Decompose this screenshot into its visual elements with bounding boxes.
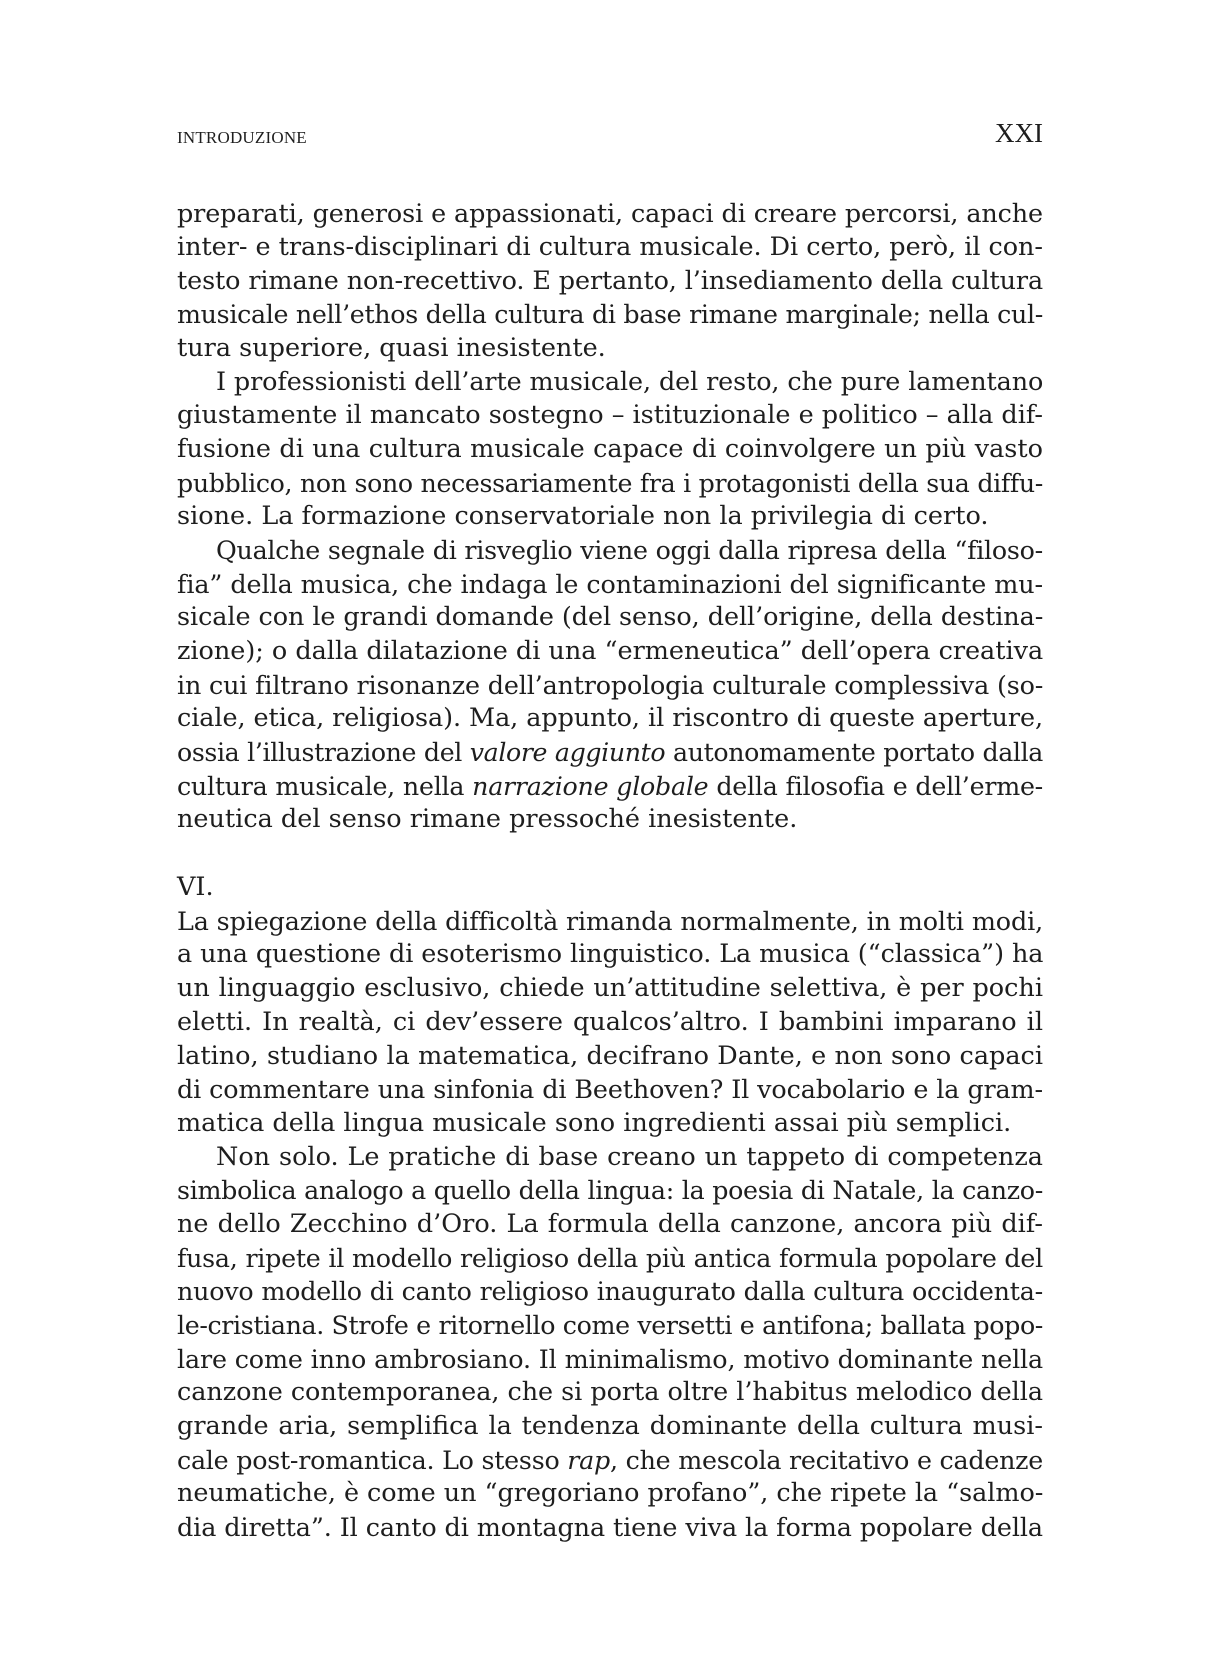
text-line: zione); o dalla dilatazione di una “ermeneutica” dell’opera creativa [177,635,1044,666]
italic-phrase: narrazione globale [472,770,709,801]
text-run: autonomamente portato dalla [665,738,1043,767]
text-line: grande aria, semplifica la tendenza dominante della cultura musi- [177,1411,1043,1442]
text-line: I professionisti dell’arte musicale, del resto, che pure lamentano [216,366,1044,397]
text-line [177,1444,1043,1478]
text-line: neutica del senso rimane pressoché inesistente. [177,804,798,835]
text-line: Non solo. Le pratiche di base creano un tappeto di competenza [216,1141,1043,1172]
text-line: eletti. In realtà, ci dev’essere qualcos’altro. I bambini imparano il [177,1006,1043,1037]
text-line: di commentare una sinfonia di Beethoven? Il vocabolario e la gram- [177,1074,1043,1105]
text-line: canzone contemporanea, che si porta oltre l’habitus melodico della [177,1377,1043,1408]
text-line: musicale nell’ethos della cultura di base rimane marginale; nella cul- [177,299,1043,330]
section-heading: VI. [177,872,214,903]
text-line [177,736,1043,770]
italic-phrase: rap [567,1444,611,1475]
text-line: preparati, generosi e appassionati, capaci di creare percorsi, anche [177,198,1043,228]
text-line: latino, studiano la matematica, decifrano Dante, e non sono capaci [177,1040,1043,1071]
text-line: simbolica analogo a quello della lingua: la poesia di Natale, la canzo- [177,1175,1043,1206]
text-line: ciale, etica, religiosa). Ma, appunto, il riscontro di queste aperture, [177,703,1043,734]
text-line: La spiegazione della difficoltà rimanda normalmente, in molti modi, [177,905,1044,936]
text-line: a una questione di esoterismo linguistico. La musica (“classica”) ha [177,939,1044,970]
text-run: della filosofia e dell’erme- [708,770,1043,801]
text-line: ne dello Zecchino d’Oro. La formula della canzone, ancora più dif- [177,1208,1043,1239]
text-line: fusa, ripete il modello religioso della più antica formula popolare del [177,1242,1043,1273]
text-line: sicale con le grandi domande (del senso, dell’origine, della destina- [177,602,1044,633]
text-line: lare come inno ambrosiano. Il minimalismo, motivo dominante nella [177,1343,1043,1374]
running-head-title: INTRODUZIONE [177,128,307,147]
text-line: pubblico, non sono necessariamente fra i protagonisti della sua diffu- [177,468,1043,498]
text-run: , che mescola recitativo e cadenze [610,1444,1043,1475]
text-line: le-cristiana. Strofe e ritornello come versetti e antifona; ballata popo- [177,1310,1043,1340]
text-line: un linguaggio esclusivo, chiede un’attitudine selettiva, è per pochi [177,973,1043,1004]
text-line [177,770,1043,804]
section-gap [177,837,1043,871]
text-line: testo rimane non-recettivo. E pertanto, l’insediamento della cultura [177,265,1044,296]
text-line: matica della lingua musicale sono ingredienti assai più semplici. [177,1107,1012,1138]
text-run: cale post-romantica. Lo stesso [177,1444,568,1475]
text-line: in cui filtrano risonanze dell’antropologia culturale complessiva (so- [177,669,1044,700]
text-line: dia diretta”. Il canto di montagna tiene viva la forma popolare della [177,1512,1043,1543]
text-line: Qualche segnale di risveglio viene oggi dalla ripresa della “filoso- [216,534,1043,565]
text-line: sione. La formazione conservatoriale non la privilegia di certo. [177,501,989,532]
text-line: nuovo modello di canto religioso inaugurato dalla cultura occidenta- [177,1276,1043,1307]
body-text [177,197,1043,1545]
text-run: cultura musicale, nella [177,770,473,801]
text-run: ossia l’illustrazione del [177,738,470,767]
running-head [177,118,1043,152]
text-line: tura superiore, quasi inesistente. [177,332,606,363]
text-line: giustamente il mancato sostegno – istituzionale e politico – alla dif- [177,400,1043,431]
page-number: XXI [995,118,1043,148]
text-line: neumatiche, è come un “gregoriano profano”, che ripete la “salmo- [177,1478,1044,1509]
text-line: inter- e trans-disciplinari di cultura musicale. Di certo, però, il con- [177,231,1043,262]
text-line: fia” della musica, che indaga le contaminazioni del significante mu- [177,568,1043,599]
text-line: fusione di una cultura musicale capace di coinvolgere un più vasto [177,433,1043,464]
italic-phrase: valore aggiunto [469,738,666,767]
